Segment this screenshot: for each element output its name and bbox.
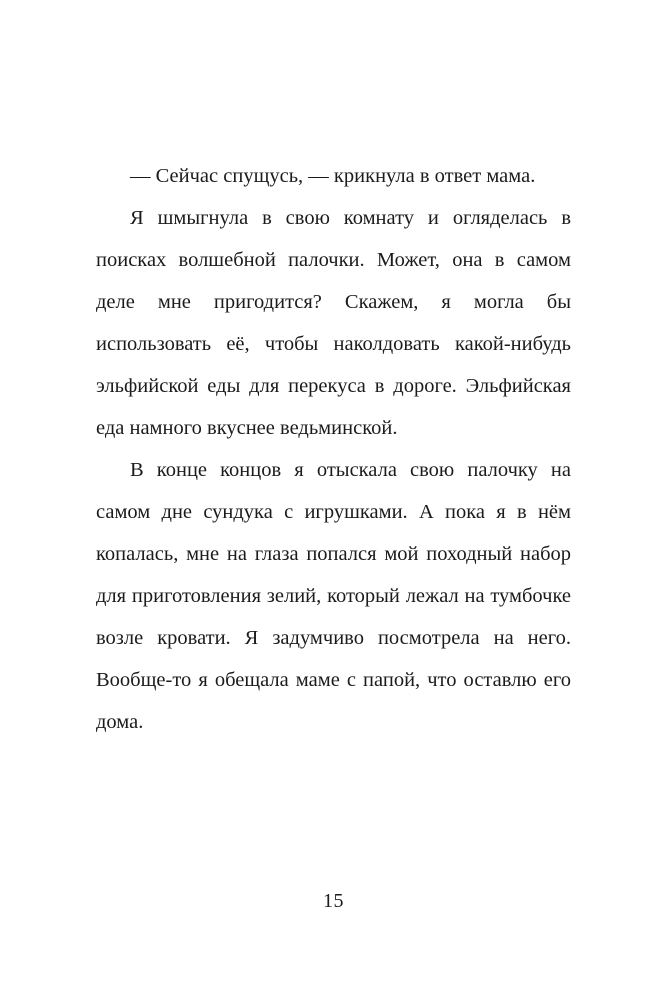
paragraph: В конце концов я отыскала свою палочку на самом дне сундука с игрушками. А пока я в нём копалась, мне на глаза попался мой походный набор для приготовления зелий, который лежал на тумбочке возле кровати. Я задумчиво посмотрела на него. Вообще-то я обещала маме с папой, что оставлю его дома. — [96, 459, 571, 733]
paragraph: Я шмыгнула в свою комнату и огляделась в поисках волшебной палочки. Может, она в самом деле мне пригодится? Скажем, я могла бы использовать её, чтобы наколдовать какой-нибудь эльфийской еды для перекуса в дороге. Эльфийская еда намного вкуснее ведьминской. — [96, 207, 571, 439]
page-number: 15 — [323, 890, 344, 912]
paragraph: — Сейчас спущусь, — крикнула в ответ мама. — [130, 165, 536, 187]
page-body-text — [96, 155, 571, 743]
